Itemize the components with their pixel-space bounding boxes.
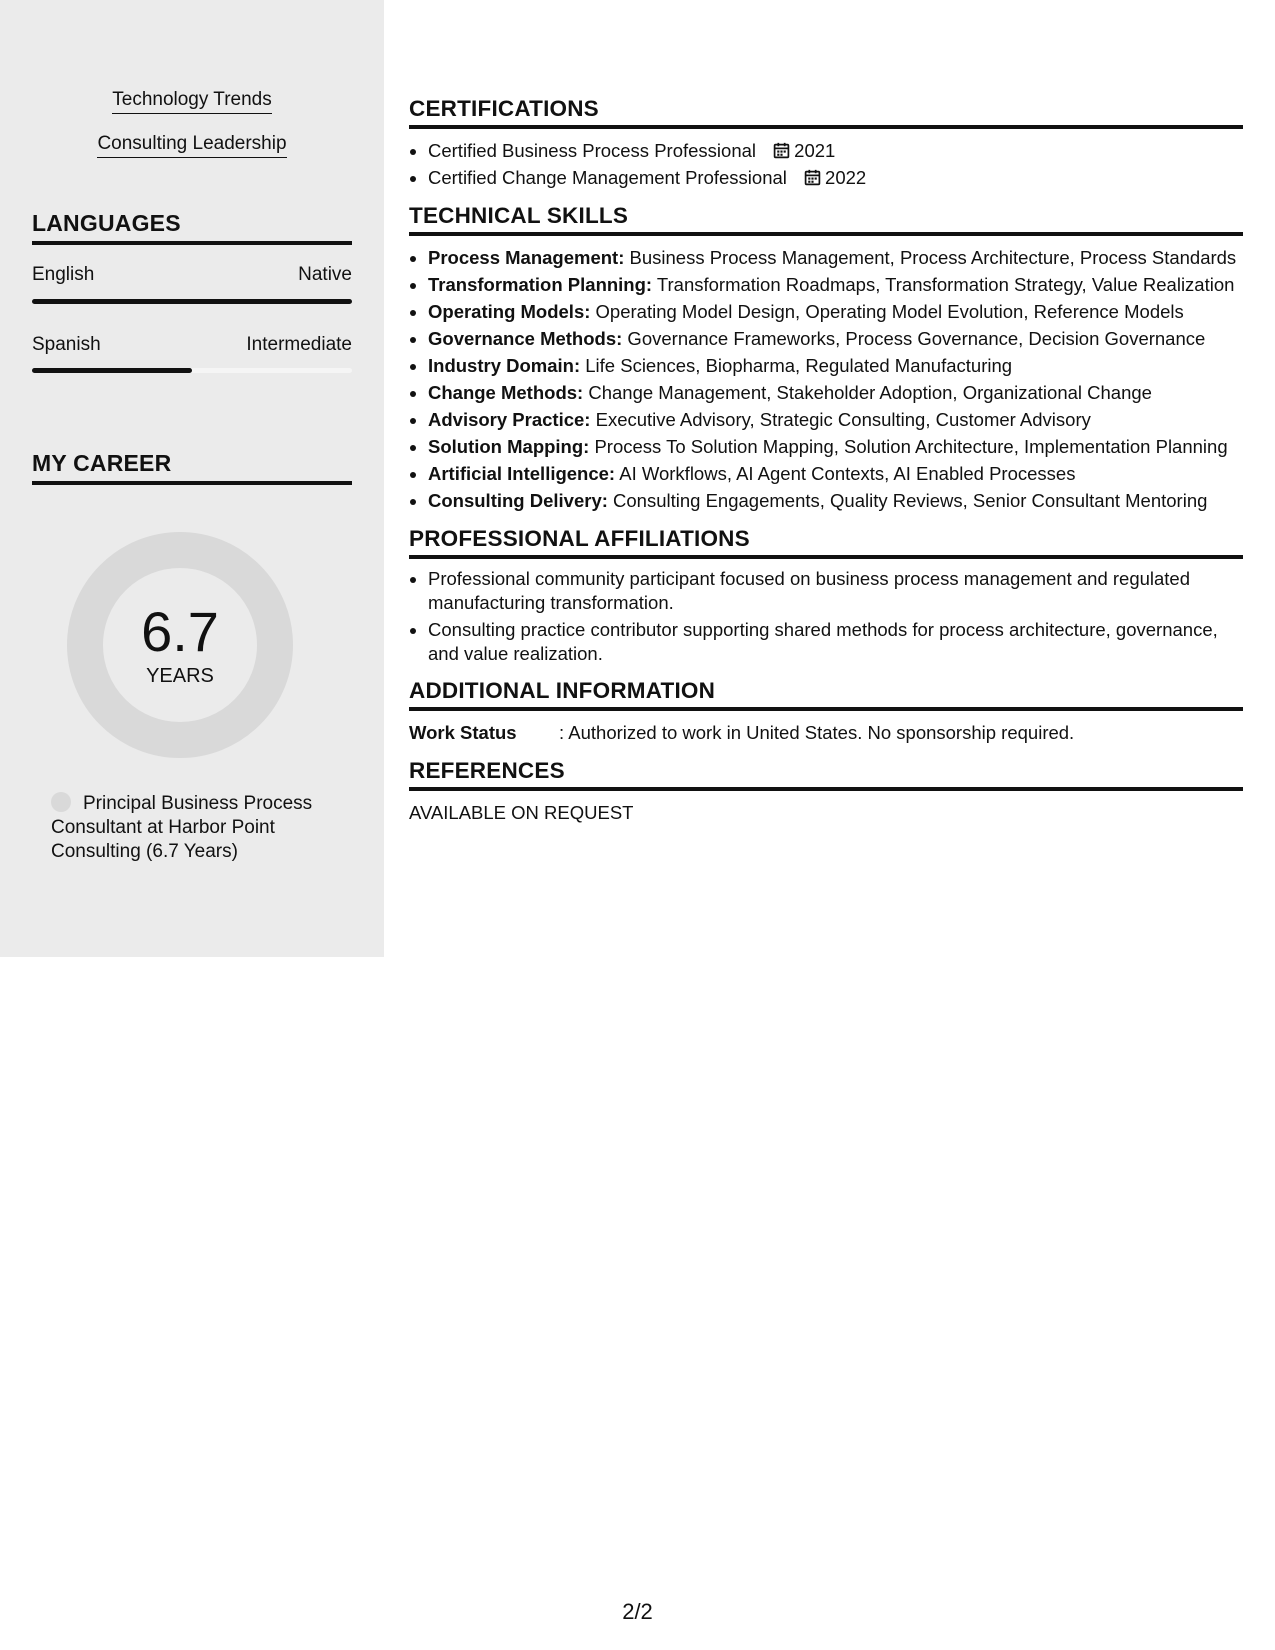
affiliations-list — [409, 567, 1243, 666]
interest-item: Technology Trends — [112, 88, 272, 114]
skill-item — [428, 406, 1243, 433]
skill-text: Consulting Engagements, Quality Reviews, Senior Consultant Mentoring — [607, 490, 1208, 511]
skill-text: Transformation Roadmaps, Transformation Strategy, Value Realization — [652, 274, 1235, 295]
skill-item — [428, 244, 1243, 271]
certifications-list — [409, 137, 1243, 191]
certification-item — [428, 164, 1243, 191]
calendar-icon — [804, 169, 821, 186]
skill-item — [428, 460, 1243, 487]
career-years-unit: YEARS — [146, 665, 214, 687]
skill-text: AI Workflows, AI Agent Contexts, AI Enabled Processes — [615, 463, 1076, 484]
language-proficiency-bar — [32, 299, 352, 304]
calendar-icon — [773, 142, 790, 159]
skill-item — [428, 379, 1243, 406]
skill-text: Governance Frameworks, Process Governance, Decision Governance — [622, 328, 1206, 349]
affiliation-item: • Consulting practice contributor supporting shared methods for process architecture, governance, and value realization. — [428, 618, 1243, 666]
career-heading: MY CAREER — [32, 450, 352, 485]
certification-item — [428, 137, 1243, 164]
certification-year: 2021 — [794, 140, 836, 161]
language-row — [32, 334, 352, 356]
skill-label: Operating Models: — [428, 301, 591, 322]
career-years-value: 6.7 — [141, 600, 219, 663]
skill-text: Life Sciences, Biopharma, Regulated Manufacturing — [580, 355, 1013, 376]
additional-info-heading: ADDITIONAL INFORMATION — [409, 678, 1243, 711]
skill-text: Executive Advisory, Strategic Consulting, Customer Advisory — [590, 409, 1091, 430]
sidebar — [0, 0, 384, 957]
skill-item — [428, 325, 1243, 352]
skill-text: Process To Solution Mapping, Solution Architecture, Implementation Planning — [589, 436, 1228, 457]
language-proficiency-fill — [32, 368, 192, 373]
career-item-text: Principal Business Process Consultant at Harbor Point Consulting (6.7 Years) — [51, 793, 313, 862]
skill-label: Governance Methods: — [428, 328, 623, 349]
certification-year: 2022 — [825, 167, 867, 188]
skill-label: Advisory Practice: — [428, 409, 591, 430]
certification-name: Certified Business Process Professional — [428, 140, 757, 161]
skill-item — [428, 298, 1243, 325]
skill-item — [428, 433, 1243, 460]
technical-skills-heading: TECHNICAL SKILLS — [409, 203, 1243, 236]
page-number: 2/2 — [622, 1599, 653, 1624]
language-level: Native — [298, 264, 352, 285]
skill-label: Consulting Delivery: — [428, 490, 608, 511]
languages-heading: LANGUAGES — [32, 210, 352, 245]
skill-item — [428, 487, 1243, 514]
skill-label: Process Management: — [428, 247, 625, 268]
references-heading: REFERENCES — [409, 758, 1243, 791]
certifications-heading: CERTIFICATIONS — [409, 96, 1243, 129]
skill-item — [428, 352, 1243, 379]
skill-label: Industry Domain: — [428, 355, 581, 376]
skill-label: Solution Mapping: — [428, 436, 590, 457]
skill-label: Change Methods: — [428, 382, 584, 403]
technical-skills-list — [409, 244, 1243, 514]
references-text: AVAILABLE ON REQUEST — [409, 802, 634, 823]
language-name: Spanish — [32, 334, 101, 355]
main-content — [409, 96, 1243, 826]
interest-item: Consulting Leadership — [97, 132, 286, 158]
skill-item — [428, 271, 1243, 298]
skill-label: Artificial Intelligence: — [428, 463, 616, 484]
work-status-label: Work Status — [409, 722, 517, 743]
skill-text: Change Management, Stakeholder Adoption, Organizational Change — [583, 382, 1152, 403]
work-status-row — [409, 719, 1243, 746]
affiliations-heading: PROFESSIONAL AFFILIATIONS — [409, 526, 1243, 559]
career-item — [51, 792, 331, 864]
language-row — [32, 264, 352, 286]
work-status-value: : Authorized to work in United States. No sponsorship required. — [559, 722, 1075, 743]
skill-text: Operating Model Design, Operating Model Evolution, Reference Models — [590, 301, 1184, 322]
language-proficiency-bar — [32, 368, 352, 373]
language-name: English — [32, 264, 95, 285]
skill-label: Transformation Planning: — [428, 274, 653, 295]
career-dot-icon — [51, 792, 71, 812]
skill-text: Business Process Management, Process Architecture, Process Standards — [624, 247, 1237, 268]
language-level: Intermediate — [246, 334, 352, 355]
language-proficiency-fill — [32, 299, 352, 304]
affiliation-item: • Professional community participant focused on business process management and regulated manufacturing transformation. — [428, 567, 1243, 615]
interest-list — [0, 88, 384, 176]
certification-name: Certified Change Management Professional — [428, 167, 787, 188]
